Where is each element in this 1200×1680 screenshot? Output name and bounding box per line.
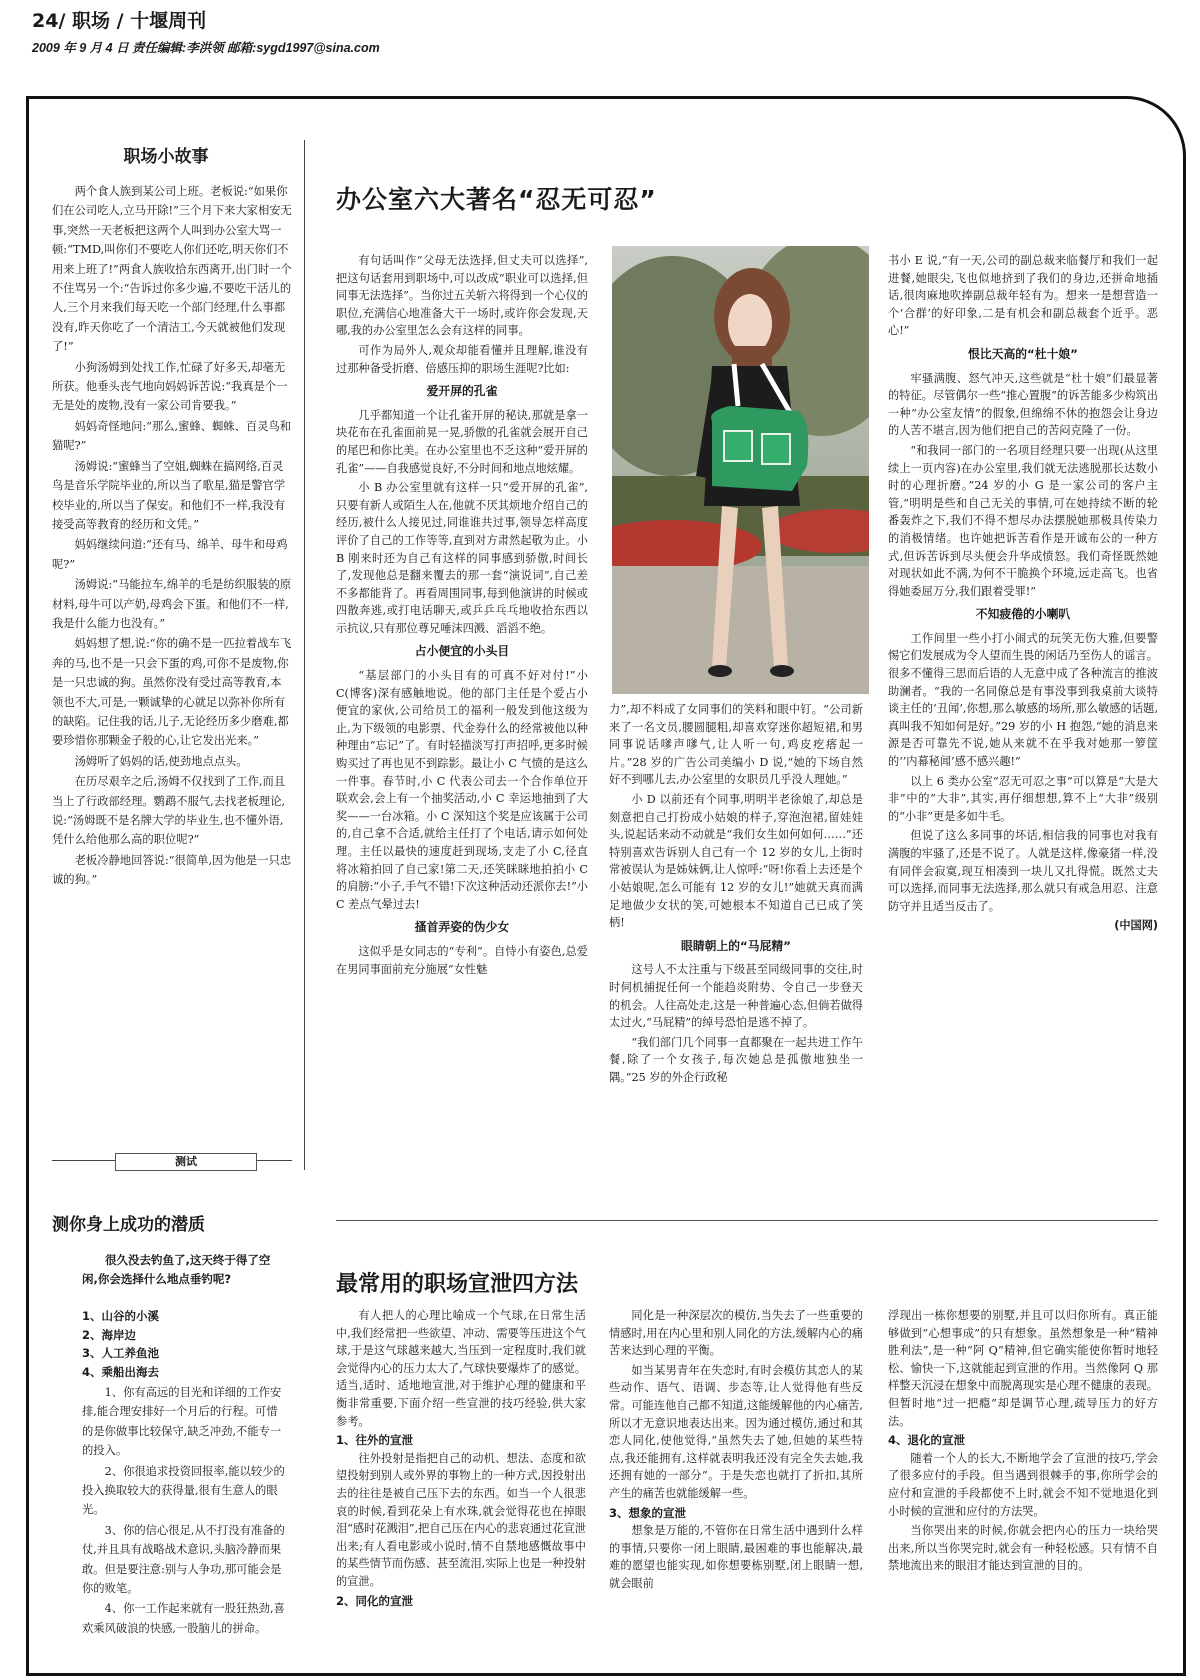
section-heading: 3、想象的宣泄 <box>609 1505 687 1520</box>
story-body <box>52 182 292 891</box>
section-heading: 恨比天高的“杜十娘” <box>968 346 1078 361</box>
story-paragraph: 老板冷静地回答说:“很简单,因为他是一只忠诚的狗。” <box>52 853 292 887</box>
test-title: 测你身上成功的潜质 <box>52 1215 205 1235</box>
paragraph: 随着一个人的长大,不断地学会了宣泄的技巧,学会了很多应付的手段。但当遇到很棘手的事,你所学会的应付和宣泄的手段都使不上时,就会不知不觉地退化到小时候的宣泄和应付的方法哭。 <box>888 1451 1158 1518</box>
story-paragraph: 汤姆说:“蜜蜂当了空姐,蜘蛛在搞网络,百灵鸟是音乐学院毕业的,所以当了歌星,猫是警官学校毕业的,所以当了保安。和他们不一样,我没有接受高等教育的经历和文凭。” <box>52 459 286 531</box>
paragraph: 同化是一种深层次的模仿,当失去了一些重要的情感时,用在内心里和别人同化的方法,缓解内心的痛苦来达到心理的平衡。 <box>609 1309 863 1358</box>
story-paragraph: 妈妈想了想,说:“你的确不是一匹拉着战车飞奔的马,也不是一只会下蛋的鸡,可你不是废物,你是一只忠诚的狗。虽然你没有受过高等教育,本领也不大,可是,一颗诚挚的心就足以弥补你所有的缺陷。记住我的话,儿子,无论经历多少磨难,都要珍惜你那颗金子般的心,让它发出光来。” <box>52 637 292 748</box>
paragraph: 书小 E 说,“有一天,公司的副总裁来临餐厅和我们一起进餐,她眼尖,飞也似地挤到了我们的身边,还拼命地插话,很肉麻地吹捧副总裁年轻有为。想来一是想营造一个‘合群’的好印象,二是有机会和副总裁套个近乎。恶心!” <box>888 254 1158 338</box>
story-title: 职场小故事 <box>123 147 209 167</box>
paragraph: 往外投射是指把自己的动机、想法、态度和欲望投射到别人或外界的事物上的一种方式,因投射出去的往往是被自己压下去的东西。如当一个人很悲哀的时候,看到花朵上有水珠,就会觉得花也在掉眼泪“感时花溅泪”,把自己压在内心的悲哀通过花宣泄出来;有人看电影或小说时,情不自禁地感慨故事中的某些情节而伤感、甚至流泪,实际上也是一种投射的宣泄。 <box>336 1451 586 1588</box>
article1-photo <box>612 246 869 694</box>
test-question-text: 很久没去钓鱼了,这天终于得了空闲,你会选择什么地点垂钓呢? <box>82 1253 271 1286</box>
section-heading: 4、退化的宣泄 <box>888 1433 966 1448</box>
article2-column-1 <box>336 1307 586 1610</box>
test-answer: 3、你的信心很足,从不打没有准备的仗,并且具有战略战术意识,头脑冷静而果敢。但是要注意:别与人争功,那可能会是你的败笔。 <box>82 1523 285 1596</box>
page-header-title: 24/ 职场 / 十堰周刊 <box>32 10 207 32</box>
paragraph: 牢骚满腹、怒气冲天,这些就是“杜十娘”们最显著的特征。尽管偶尔一些“推心置腹”的诉苦能多少构筑出一种“办公室友情”的假象,但绵绵不休的抱怨会让身边的人苦不堪言,因为他们把自己的苦闷克隆了一份。 <box>888 371 1158 438</box>
section-heading: 眼睛朝上的“马屁精” <box>681 938 791 953</box>
test-tab-label: 测试 <box>175 1155 197 1168</box>
article-separator <box>336 1220 1158 1221</box>
test-option: 3、人工养鱼池 <box>82 1346 160 1360</box>
photo-illustration <box>612 246 869 694</box>
test-option: 1、山谷的小溪 <box>82 1309 160 1323</box>
section-heading: 搔首弄姿的伪少女 <box>414 920 510 935</box>
story-paragraph: 汤姆听了妈妈的话,使劲地点点头。 <box>74 754 248 768</box>
test-option: 2、海岸边 <box>82 1327 137 1342</box>
paragraph: 想象是万能的,不管你在日常生活中遇到什么样的事情,只要你一闭上眼睛,最困难的事也能解决,最难的愿望也能实现,如你想要栋别墅,闭上眼睛一想,就会眼前 <box>609 1524 863 1590</box>
paragraph: 力”,却不料成了女同事们的笑料和眼中钉。“公司新来了一名文员,腰圆腿粗,却喜欢穿迷你超短裙,和男同事说话嗲声嗲气,让人听一句,鸡皮疙瘩起一片。”28 岁的广告公司美编小 D 说,“她的下场自然好不到哪儿去,办公室里的女职员几乎没人理她。” <box>609 703 863 787</box>
paragraph: 小 B 办公室里就有这样一只“爱开屏的孔雀”,只要有新人或陌生人在,他就不厌其烦地介绍自己的经历,被什么人接见过,同谁谁共过事,领导怎样高度评价了自己的工作等等,直到对方肃然起敬为止。小 B 刚来时还为自己有这样的同事感到骄傲,时间长了,发现他总是翻来覆去的那一套“演说词”,自己差不多都能背了。再看周围同事,每到他演讲的时候或四散奔逃,或打电话聊天,或乒乒乓乓地收拾东西以示抗议,只有那位尊兄唾沫四溅、滔滔不绝。 <box>336 481 588 635</box>
section-heading: 占小便宜的小头目 <box>414 644 510 659</box>
article-source: (中国网) <box>1114 919 1158 933</box>
paragraph: 这似乎是女同志的“专利”。自恃小有姿色,总爱在男同事面前充分施展“女性魅 <box>336 944 588 976</box>
test-tab <box>115 1153 257 1171</box>
paragraph: 有人把人的心理比喻成一个气球,在日常生活中,我们经常把一些欲望、冲动、需要等压进这个气球,于是这气球越来越大,当压到一定程度时,我们就会觉得内心的压力太大了,气球快要爆炸了的感觉。适当,适时、适地地宣泄,对于维护心理的健康和平衡非常重要,下面介绍一些宣泄的技巧经验,供大家参考。 <box>336 1309 586 1428</box>
paragraph: 但说了这么多同事的坏话,相信我的同事也对我有满腹的牢骚了,还是不说了。人就是这样,像豪猪一样,没有同伴会寂寞,现互相凑到一块儿又扎得慌。既然丈夫可以选择,而同事无法选择,那么就只有戒急用忍、注意防守并且适当反击了。 <box>888 829 1158 913</box>
section-heading: 1、往外的宣泄 <box>336 1433 414 1448</box>
paragraph: 当你哭出来的时候,你就会把内心的压力一块给哭出来,所以当你哭完时,就会有一种轻松感。只有情不自禁地流出来的眼泪才能达到宣泄的目的。 <box>888 1524 1158 1573</box>
paragraph: 这号人不太注重与下级甚至同级同事的交往,时时伺机捕捉任何一个能趋炎附势、令自己一步登天的机会。人往高处走,这是一种普遍心态,但倘若做得太过火,“马屁精”的绰号恐怕是逃不掉了。 <box>609 963 863 1030</box>
paragraph: 小 D 以前还有个同事,明明半老徐娘了,却总是刻意把自己打扮成小姑娘的样子,穿泡泡裙,留娃娃头,说起话来动不动就是“我们女生如何如何……”还特别喜欢告诉别人自己有一个 12 岁的女儿,上街时常被误认为是姊妹俩,让人惊呼:“呀!你看上去还是个小姑娘呢,怎么可能有 12 岁的女儿!”她就天真而满足地做少女状的笑,可她根本不知道自己已成了笑柄! <box>609 792 863 930</box>
paragraph: “基层部门的小头目有的可真不好对付!”小 C(博客)深有感触地说。他的部门主任是个爱占小便宜的家伙,公司给员工的福利一般发到他这级为止,为下级领的电影票、代金券什么的经常被他以种种理由“忘记”了。有时轻描淡写打声招呼,更多时候购买过了再也见不到踪影。最让小 C 气愤的是这么一件事。春节时,小 C 代表公司去一个合作单位开联欢会,会上有一个抽奖活动,小 C 幸运地抽到了大奖——一台冰箱。小 C 深知这个奖是应该属于公司的,自己拿不合适,就给主任打了个电话,请示如何处理。主任以最快的速度赶到现场,支走了小 C,径直将冰箱拍回了自己家!第二天,还笑眯眯地拍拍小 C 的肩膀:“小子,手气不错!下次这种活动还派你去!”小 C 差点气晕过去! <box>336 669 588 911</box>
story-paragraph: 两个食人族到某公司上班。老板说:“如果你们在公司吃人,立马开除!”三个月下来大家相安无事,突然一天老板把这两个人叫到办公室大骂一顿:“TMD,叫你们不要吃人你们还吃,明天你们不用来上班了!”两食人族收拾东西离开,出门时一个不住骂另一个:“告诉过你多少遍,不要吃干活儿的人,三个月来我们每天吃一个部门经理,什么事都没有,昨天你吃了一个清洁工,今天就被他们发现了!” <box>52 185 292 354</box>
story-paragraph: 小狗汤姆到处找工作,忙碌了好多天,却毫无所获。他垂头丧气地向妈妈诉苦说:“我真是个一无是处的废物,没有一家公司肯要我。” <box>52 360 288 413</box>
story-paragraph: 汤姆说:“马能拉车,绵羊的毛是纺织服装的原材料,母牛可以产奶,母鸡会下蛋。和他们不一样,我是什么能力也没有。” <box>52 578 292 630</box>
test-question <box>82 1251 286 1288</box>
section-heading: 爱开屏的孔雀 <box>426 384 498 399</box>
test-options <box>82 1307 282 1381</box>
paragraph: “和我同一部门的一名项目经理只要一出现(从这里续上一页内容)在办公室里,我们就无法逃脱那长达数小时的心理折磨。”24 岁的小 G 是一家公司的客户主管,“明明是些和自己无关的事情,可在她持续不断的轮番轰炸之下,我们不得不想尽办法摆脱她那极具传染力的消极情绪。也许她把诉苦看作是开诚布公的一种方式,但诉苦诉到尽头便会升华成愤怒。我们奇怪既然她对现状如此不满,为何不干脆换个环境,远走高飞。也省得她委屈万分,我们跟着受罪!” <box>888 443 1158 598</box>
paragraph: 有句话叫作“父母无法选择,但丈夫可以选择”,把这句话套用到职场中,可以改成“职业可以选择,但同事无法选择”。当你过五关斩六将得到一个心仪的职位,充满信心地准备大干一场时,或许你会发现,天哪,我的办公室里怎么会有这样的同事。 <box>336 254 588 338</box>
test-answer: 2、你很追求投资回报率,能以较少的投入换取较大的获得量,很有生意人的眼光。 <box>82 1464 285 1517</box>
article1-column-2 <box>609 701 863 1088</box>
paragraph: 浮现出一栋你想要的别墅,并且可以归你所有。真正能够做到“心想事成”的只有想象。虽然想象是一种“精神胜利法”,是一种“阿 Q”精神,但它确实能使你暂时地轻松、愉快一下,这就能起到宣泄的作用。当然像阿 Q 那样整天沉浸在想象中而脱离现实是心理不健康的表现。但暂时地“过一把瘾”却是调节心理,疏导压力的好方法。 <box>888 1309 1158 1428</box>
article1-column-3 <box>888 252 1158 937</box>
section-heading: 2、同化的宣泄 <box>336 1593 414 1608</box>
paragraph: 可作为局外人,观众却能看懂并且理解,谁没有过那种备受折磨、倍感压抑的职场生涯呢?比如: <box>336 343 588 375</box>
test-answer: 1、你有高远的目光和详细的工作安排,能合理安排好一个月后的行程。可惜的是你做事比较保守,缺乏冲劲,不能专一的投入。 <box>82 1386 282 1458</box>
paragraph: “我们部门几个同事一直都聚在一起共进工作午餐,除了一个女孩子,每次她总是孤傲地独坐一隅。”25 岁的外企行政秘 <box>609 1035 863 1084</box>
test-answers <box>82 1383 288 1639</box>
story-paragraph: 妈妈继续问道:“还有马、绵羊、母牛和母鸡呢?” <box>52 538 288 571</box>
paragraph: 以上 6 类办公室“忍无可忍之事”可以算是“大是大非”中的“大非”,其实,再仔细想想,算不上“大非”级别的“小非”更是多如牛毛。 <box>888 774 1158 823</box>
article2-title: 最常用的职场宣泄四方法 <box>336 1272 579 1297</box>
story-paragraph: 妈妈奇怪地问:“那么,蜜蜂、蜘蛛、百灵鸟和猫呢?” <box>52 419 292 453</box>
article2-column-3 <box>888 1307 1158 1577</box>
paragraph: 如当某男青年在失恋时,有时会模仿其恋人的某些动作、语气、语调、步态等,让人觉得他有些反常。可能连他自己都不知道,这能缓解他的内心痛苦,所以才无意识地表达出来。因为通过模仿,通过和其恋人同化,使他觉得,“虽然失去了她,但她的某些特点,我还能拥有,这样就表明我还没有完全失去她,我还拥有她的一部分”。于是失恋也就打了折扣,其所产生的痛苦也就能缓解一些。 <box>609 1363 863 1500</box>
paragraph: 工作间里一些小打小闹式的玩笑无伤大雅,但要警惕它们发展成为令人望而生畏的闲话乃至伤人的谣言。很多不懂得三思而后语的人无意中成了各种流言的推波助澜者。“我的一名同僚总是有事没事到我桌前大谈特谈主任的‘丑闻’,你想,那么敏感的场所,那么敏感的话题,真叫我不知如何是好。”29 岁的小 H 抱怨,“她的消息来源是否可靠先不说,她从来就不在乎我对她那一箩筐的‘’内幕秘闻’感不感兴趣!” <box>888 631 1158 769</box>
article1-column-1 <box>336 252 588 980</box>
story-paragraph: 在历尽艰辛之后,汤姆不仅找到了工作,而且当上了行政部经理。鹦鹉不服气,去找老板理论,说:“汤姆既不是名牌大学的毕业生,也不懂外语,凭什么给他那么高的职位呢?” <box>52 775 286 847</box>
test-option: 4、乘船出海去 <box>82 1364 160 1379</box>
section-heading: 不知疲倦的小喇叭 <box>975 607 1071 622</box>
column-divider <box>304 140 305 1170</box>
test-answer: 4、你一工作起来就有一股狂热劲,喜欢乘风破浪的快感,一股脑儿的拼命。 <box>82 1602 285 1635</box>
paragraph: 几乎都知道一个让孔雀开屏的秘诀,那就是拿一块花布在孔雀面前晃一晃,骄傲的孔雀就会展开自己的尾巴和你比美。在办公室里也不乏这种“爱开屏的孔雀”——自我感觉良好,不分时间和地点地炫耀。 <box>336 408 588 475</box>
article2-column-2 <box>609 1307 863 1595</box>
article1-title: 办公室六大著名“忍无可忍” <box>336 185 657 214</box>
page-header-info: 2009 年 9 月 4 日 责任编辑:李洪领 邮箱:sygd1997@sina.com <box>32 41 380 55</box>
